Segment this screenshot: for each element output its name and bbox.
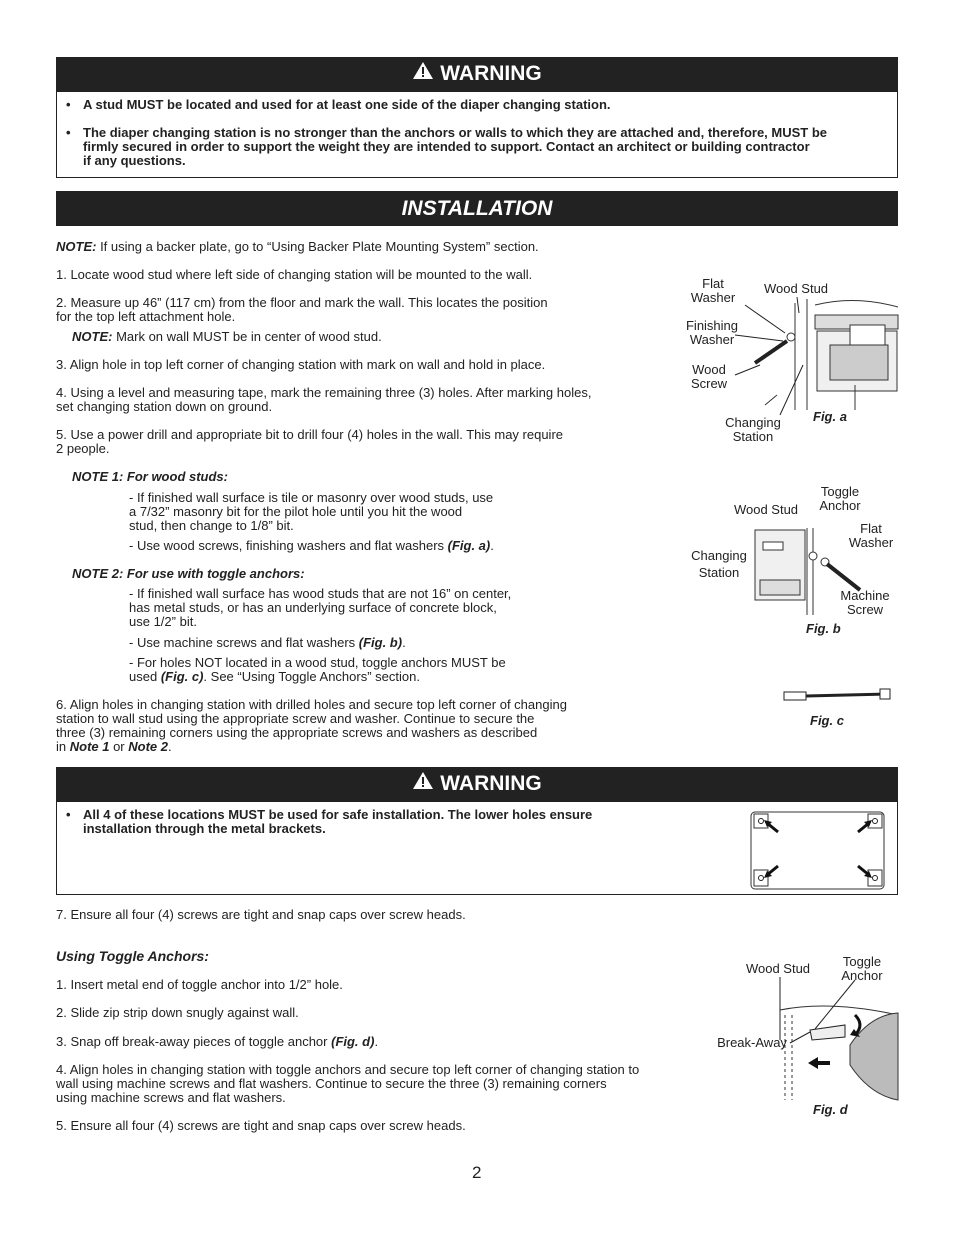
fig-a-label-changing-station: Changing Station — [725, 415, 781, 444]
toggle-step-1: 1. Insert metal end of toggle anchor into 1/2” hole. — [56, 977, 343, 992]
toggle-section-title: Using Toggle Anchors: — [56, 948, 209, 964]
bullet-icon: • — [66, 97, 71, 112]
fig-a-label-wood-stud: Wood Stud — [763, 281, 829, 296]
toggle-anchor-icon — [784, 688, 894, 704]
warning-bullet-1: A stud MUST be located and used for at least one side of the diaper changing station. — [83, 97, 611, 112]
bullet-icon: • — [66, 807, 71, 822]
warning-header — [56, 57, 898, 91]
fig-b-label-machine-screw: Machine Screw — [840, 588, 890, 617]
warning-triangle-icon — [412, 57, 434, 91]
fig-d-label-toggle-anchor: Toggle Anchor — [841, 954, 883, 983]
toggle-step-2: 2. Slide zip strip down snugly against wall. — [56, 1005, 299, 1020]
fig-d-label-wood-stud: Wood Stud — [745, 961, 811, 976]
wood-stud-illustration — [755, 285, 900, 415]
fig-b-label-toggle-anchor: Toggle Anchor — [819, 484, 861, 513]
step-6: 6. Align holes in changing station with drilled holes and secure top left corner of changing station to wall stud using the appropriate screw and washer. Continue to secure the three (3) remaining corners using the appropriate screws and washers as described in Note 1 or Note 2. — [56, 697, 567, 754]
note-1-item-2: - Use wood screws, finishing washers and flat washers (Fig. a). — [129, 538, 494, 553]
fig-a-label-wood-screw: Wood Screw — [690, 362, 728, 391]
warning-triangle-icon — [412, 767, 434, 801]
step-3: 3. Align hole in top left corner of changing station with mark on wall and hold in place. — [56, 357, 546, 372]
fig-a-caption: Fig. a — [813, 409, 847, 424]
installation-header — [56, 191, 898, 226]
bullet-icon: • — [66, 125, 71, 140]
mounting-holes-diagram — [750, 810, 886, 890]
step-2: 2. Measure up 46” (117 cm) from the floor and mark the wall. This locates the position for the top left attachment hole. — [56, 295, 548, 324]
step-4: 4. Using a level and measuring tape, mark the remaining three (3) holes. After marking holes, set changing station down on ground. — [56, 385, 592, 414]
fig-d-label-break-away: Break-Away — [717, 1035, 787, 1050]
fig-b-label-changing-station: Changing Station — [691, 548, 747, 580]
toggle-step-3: 3. Snap off break-away pieces of toggle anchor (Fig. d). — [56, 1034, 379, 1049]
step-1: 1. Locate wood stud where left side of changing station will be mounted to the wall. — [56, 267, 533, 282]
step-2-note: NOTE: Mark on wall MUST be in center of wood stud. — [72, 329, 382, 344]
fig-a-label-flat-washer: Flat Washer — [690, 276, 736, 305]
warning-bullet-2: The diaper changing station is no stronger than the anchors or walls to which they are attached and, therefore, MUST be firmly secured in order to support the weight they are intended to support. Contact an architect or building contractor if any questions. — [83, 125, 828, 168]
warning-2-bullet: All 4 of these locations MUST be used for safe installation. The lower holes ensure installation through the metal brackets. — [83, 807, 593, 836]
fig-d-caption: Fig. d — [813, 1102, 848, 1117]
fig-b-caption: Fig. b — [806, 621, 841, 636]
page-number: 2 — [472, 1163, 482, 1182]
fig-b-label-flat-washer: Flat Washer — [848, 521, 894, 550]
warning-header-2 — [56, 767, 898, 801]
warning-title: WARNING — [440, 62, 542, 85]
installation-title: INSTALLATION — [401, 197, 553, 220]
fig-a-label-finishing-washer: Finishing Washer — [685, 318, 739, 347]
step-5: 5. Use a power drill and appropriate bit to drill four (4) holes in the wall. This may require 2 people. — [56, 427, 563, 456]
toggle-step-5: 5. Ensure all four (4) screws are tight and snap caps over screw heads. — [56, 1118, 466, 1133]
step-7: 7. Ensure all four (4) screws are tight and snap caps over screw heads. — [56, 907, 466, 922]
note-1-item-1: - If finished wall surface is tile or masonry over wood studs, use a 7/32” masonry bit for the pilot hole until you hit the wood stud, then change to 1/8” bit. — [129, 490, 494, 533]
note-2-item-2: - Use machine screws and flat washers (Fig. b). — [129, 635, 406, 650]
toggle-step-4: 4. Align holes in changing station with toggle anchors and secure top left corner of changing station to wall using machine screws and flat washers. Continue to secure the three (3) remaining corners using machine screws and flat washers. — [56, 1062, 640, 1105]
note-2-title: NOTE 2: For use with toggle anchors: — [72, 566, 305, 581]
note-2-item-1: - If finished wall surface has wood studs that are not 16” on center, has metal studs, or has an underlying surface of concrete block, use 1/2” bit. — [129, 586, 512, 629]
note-1-title: NOTE 1: For wood studs: — [72, 469, 228, 484]
warning-title-2: WARNING — [440, 772, 542, 795]
note-2-item-3: - For holes NOT located in a wood stud, toggle anchors MUST be used (Fig. c). See “Using Toggle Anchors” section. — [129, 655, 506, 684]
fig-b-label-wood-stud: Wood Stud — [733, 502, 799, 517]
fig-c-caption: Fig. c — [810, 713, 844, 728]
backer-note: NOTE: If using a backer plate, go to “Using Backer Plate Mounting System” section. — [56, 239, 539, 254]
